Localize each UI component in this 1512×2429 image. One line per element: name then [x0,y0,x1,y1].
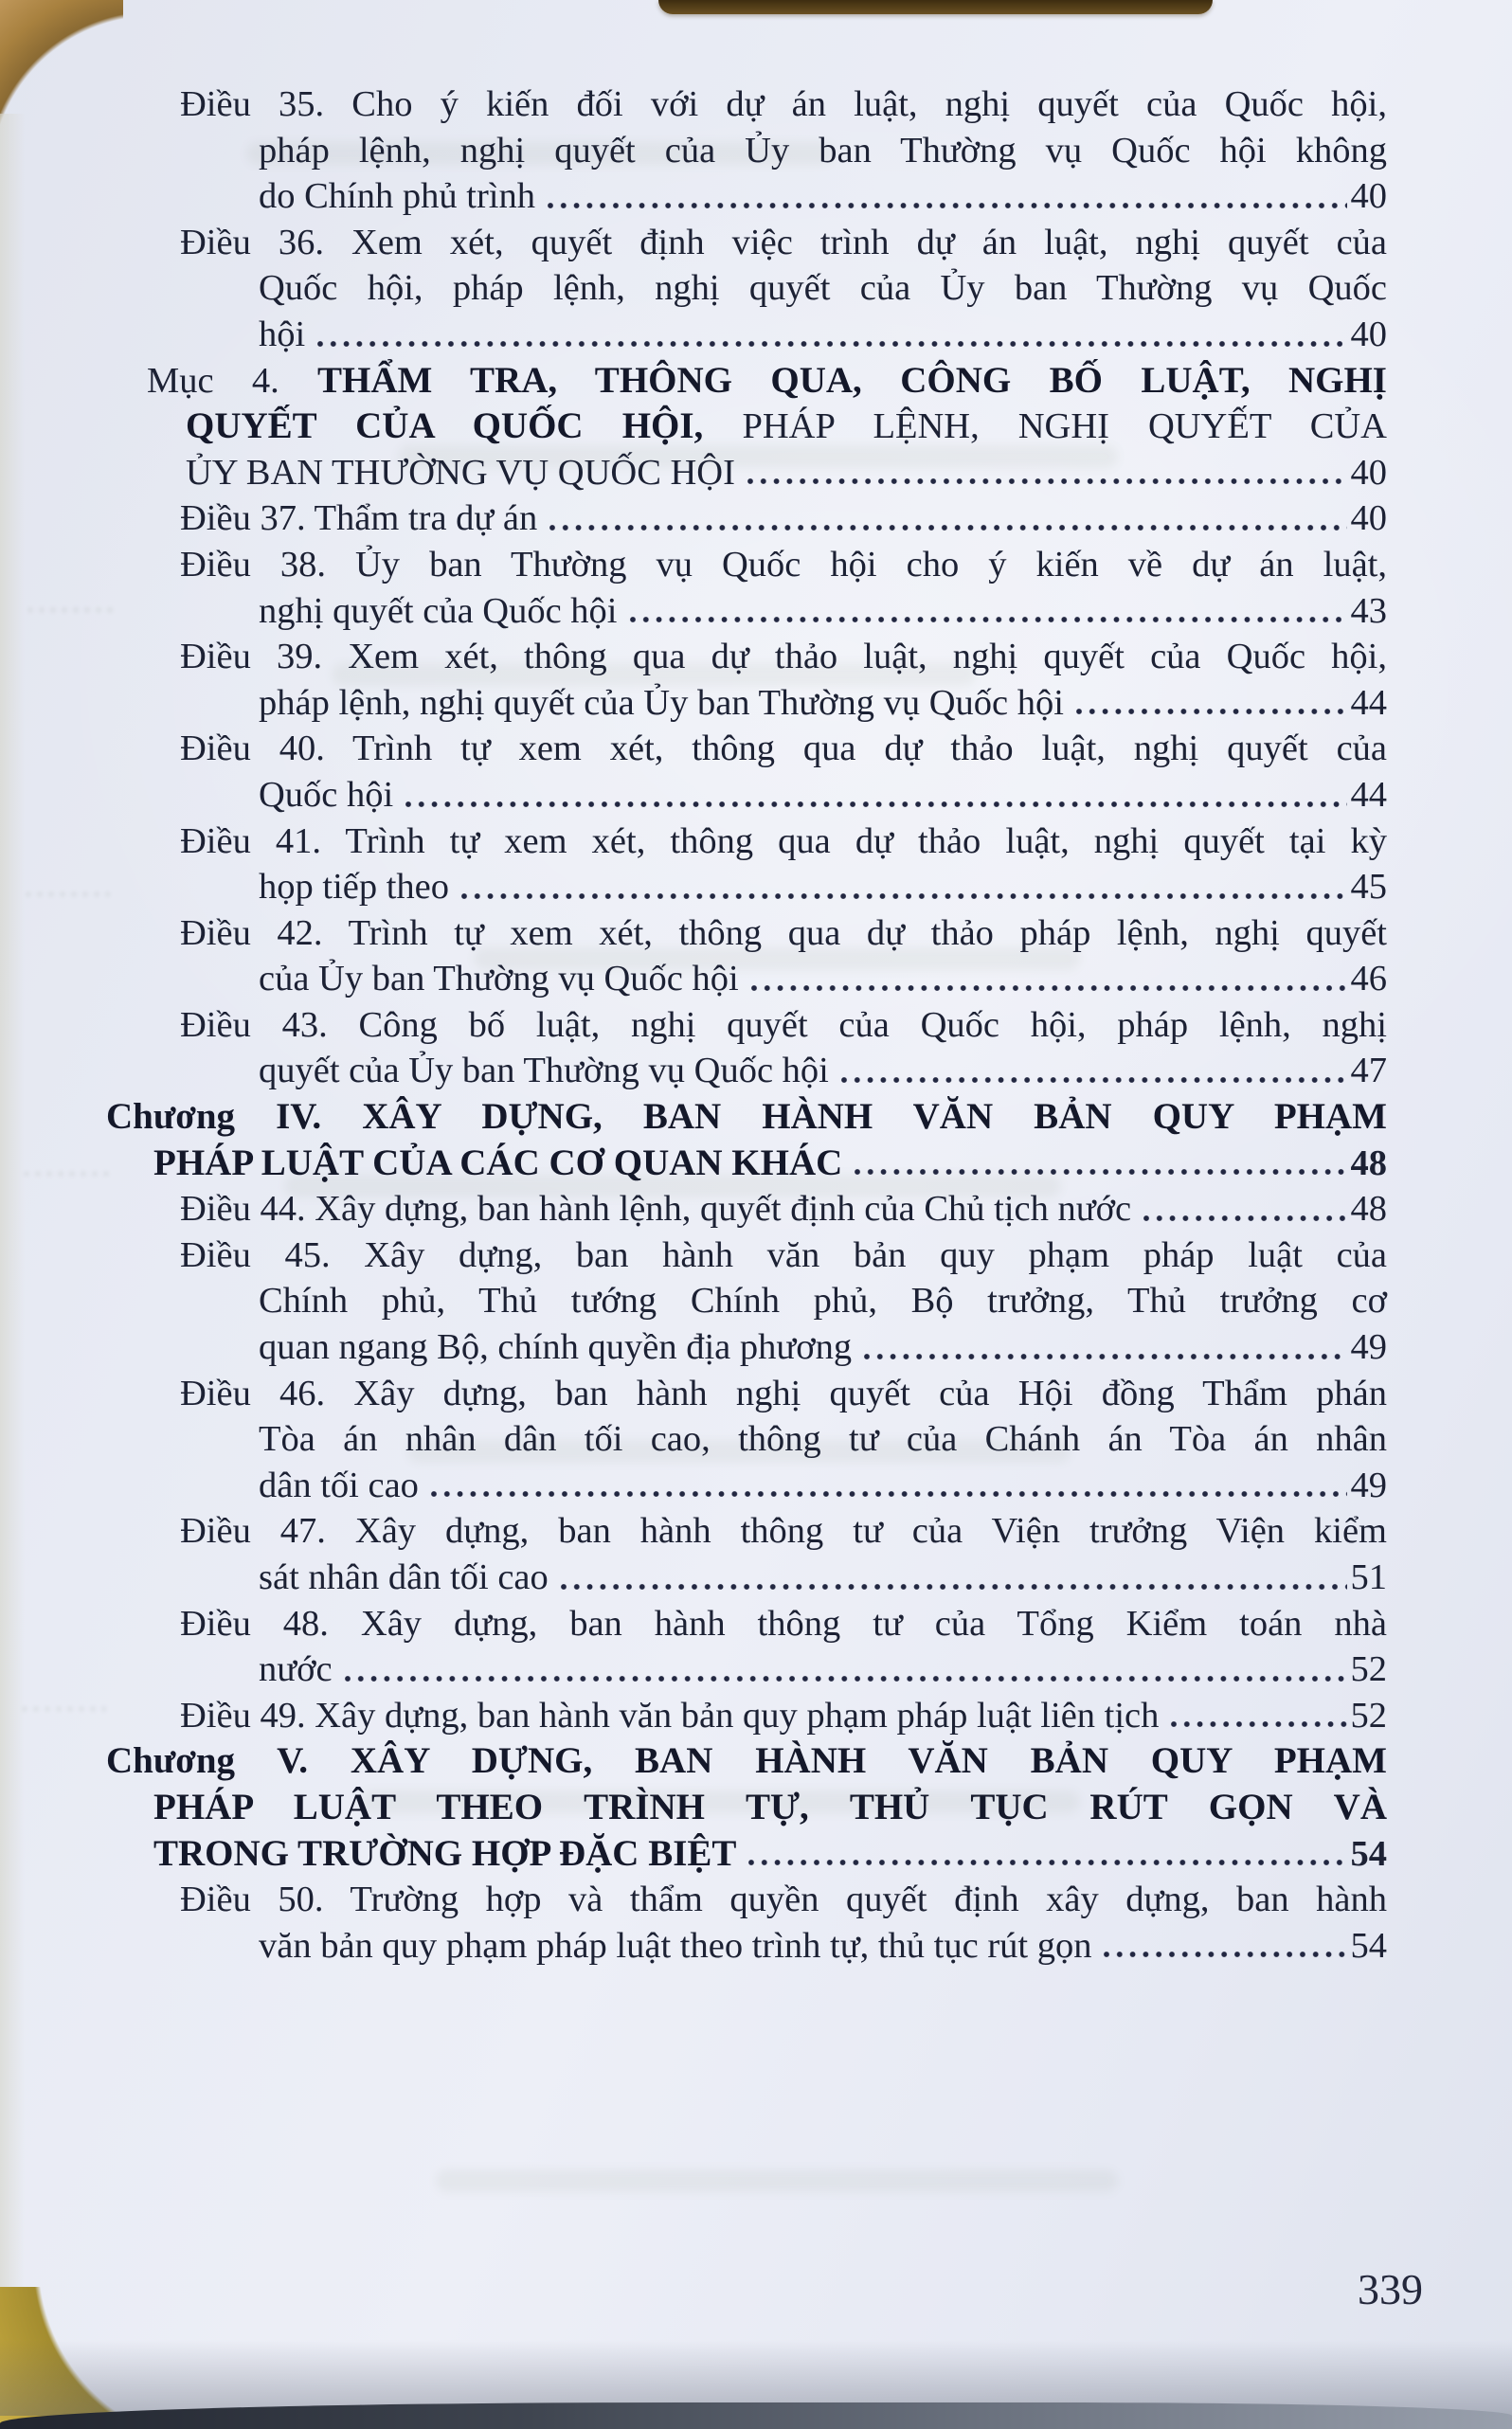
toc-line [106,265,1387,312]
toc-line [106,680,1387,727]
toc-line [106,819,1387,865]
toc-line-text: Điều 45. Xây dựng, ban hành văn bản quy phạm pháp luật của [180,1234,1387,1275]
toc-line-text: Điều 41. Trình tự xem xét, thông qua dự thảo luật, nghị quyết tại kỳ [180,820,1387,861]
toc-entry [106,1508,1387,1600]
toc-entry [106,220,1387,358]
toc-line-text: TRONG TRƯỜNG HỢP ĐẶC BIỆT [153,1832,737,1874]
dot-leader [854,1166,1346,1179]
toc-line-text: Điều 47. Xây dựng, ban hành thông tư của Viện trưởng Viện kiểm [180,1511,1387,1552]
toc-line-text: ỦY BAN THƯỜNG VỤ QUỐC HỘI [186,452,735,493]
toc-line [106,1048,1387,1094]
toc-line [106,1555,1387,1601]
toc-line [106,1002,1387,1049]
toc-line-text: quan ngang Bộ, chính quyền địa phương [259,1327,853,1368]
toc-line [106,588,1387,635]
toc-line [106,81,1387,128]
toc-line [106,1416,1387,1463]
toc-line [106,1463,1387,1509]
toc-line [106,1831,1387,1878]
toc-line-text: Điều 46. Xây dựng, ban hành nghị quyết của Hội đồng Thẩm phán [180,1373,1387,1413]
toc-line-text: do Chính phủ trình [259,176,535,217]
toc-line [106,1785,1387,1831]
toc-entry [106,1693,1387,1739]
toc-line [106,1278,1387,1324]
toc-entry [106,819,1387,910]
toc-line-text: Quốc hội, pháp lệnh, nghị quyết của Ủy ban Thường vụ Quốc [259,268,1387,309]
toc-entry [106,1371,1387,1509]
toc-line [106,1877,1387,1923]
toc-line [106,1601,1387,1647]
dot-leader [560,1581,1347,1593]
bleed-through-smudge [436,2169,1118,2192]
toc-line [106,772,1387,819]
toc-line [106,910,1387,957]
toc-line-text: Điều 49. Xây dựng, ban hành văn bản quy phạm pháp luật liên tịch [180,1695,1160,1736]
bleed-through-smudge [21,1705,106,1713]
bleed-through-smudge [23,1170,112,1178]
toc-line [106,1923,1387,1970]
table-of-contents [106,81,1387,1969]
toc-line [106,726,1387,772]
toc-page-number: 44 [1350,682,1387,723]
dot-leader [430,1488,1347,1501]
toc-line [106,450,1387,496]
toc-line [106,1324,1387,1371]
page-fore-edge [0,114,25,2293]
toc-line-text: văn bản quy phạm pháp luật theo trình tự, thủ tục rút gọn [259,1925,1092,1966]
toc-line [106,634,1387,680]
toc-line-text: họp tiếp theo [259,867,450,908]
toc-line-text: pháp lệnh, nghị quyết của Ủy ban Thường vụ Quốc hội [259,682,1064,723]
bleed-through-smudge [27,606,114,614]
toc-entry [106,1002,1387,1094]
toc-page-number: 40 [1350,176,1387,217]
toc-line-text: Chính phủ, Thủ tướng Chính phủ, Bộ trưởng, Thủ trưởng cơ [259,1281,1387,1322]
toc-entry [106,910,1387,1002]
toc-line-text: Tòa án nhân dân tối cao, thông tư của Chánh án Tòa án nhân [259,1419,1387,1460]
toc-page-number: 51 [1350,1557,1387,1597]
dot-leader [549,522,1346,534]
toc-page-number: 52 [1350,1649,1387,1690]
toc-page-number: 40 [1350,452,1387,493]
toc-entry [106,1601,1387,1693]
toc-page-number: 40 [1350,498,1387,539]
toc-line-text: Điều 36. Xem xét, quyết định việc trình dự án luật, nghị quyết của [180,222,1387,262]
toc-line-text: nước [259,1649,333,1690]
toc-line [106,128,1387,174]
toc-entry [106,634,1387,726]
page-number-footer: 339 [1358,2265,1423,2313]
toc-line-text: Quốc hội [259,774,394,815]
toc-entry [106,1738,1387,1877]
toc-line-text: Điều 48. Xây dựng, ban hành thông tư của Tổng Kiểm toán nhà [180,1603,1387,1644]
toc-line-text: quyết của Ủy ban Thường vụ Quốc hội [259,1051,829,1091]
dot-leader [629,614,1347,626]
toc-page-number: 44 [1350,774,1387,815]
toc-line-text: sát nhân dân tối cao [259,1557,549,1597]
toc-page-number: 49 [1350,1465,1387,1505]
toc-page-number: 49 [1350,1327,1387,1368]
toc-page-number: 46 [1350,959,1387,999]
toc-line [106,1141,1387,1187]
dot-leader [747,476,1347,488]
toc-line [106,495,1387,542]
toc-line [106,542,1387,588]
toc-line [106,358,1387,405]
toc-line-text: PHÁP LUẬT CỦA CÁC CƠ QUAN KHÁC [153,1142,843,1183]
bleed-through-smudge [25,891,110,898]
toc-entry [106,1877,1387,1969]
dot-leader [1075,706,1347,718]
toc-line-text: Điều 37. Thẩm tra dự án [180,498,538,539]
toc-line [106,1646,1387,1693]
dot-leader [750,982,1347,995]
toc-line [106,1693,1387,1739]
dot-leader [1170,1718,1346,1731]
toc-line-text: PHÁP LUẬT THEO TRÌNH TỰ, THỦ TỤC RÚT GỌN VÀ [153,1786,1387,1827]
dot-leader [1103,1949,1346,1961]
toc-page-number: 48 [1350,1189,1387,1230]
toc-line-text: Điều 40. Trình tự xem xét, thông qua dự thảo luật, nghị quyết của [180,729,1387,769]
toc-line-text: dân tối cao [259,1465,419,1505]
toc-page-number: 52 [1350,1695,1387,1736]
toc-page-number: 43 [1350,590,1387,631]
toc-line [106,956,1387,1002]
toc-line [106,1508,1387,1555]
toc-line-text: Điều 43. Công bố luật, nghị quyết của Quốc hội, pháp lệnh, nghị [180,1004,1387,1045]
toc-entry [106,81,1387,220]
toc-line [106,173,1387,220]
toc-line-text: Chương IV. XÂY DỰNG, BAN HÀNH VĂN BẢN QUY PHẠM [106,1096,1387,1138]
page-top-edge-shadow [658,0,1213,14]
dot-leader [344,1673,1347,1685]
toc-page-number: 40 [1350,314,1387,354]
toc-line-text: pháp lệnh, nghị quyết của Ủy ban Thường vụ Quốc hội không [259,130,1387,171]
toc-line [106,1094,1387,1141]
toc-page-number: 45 [1350,867,1387,908]
toc-page-number: 54 [1350,1925,1387,1966]
toc-page-number: 48 [1350,1143,1387,1183]
toc-line-text: Điều 39. Xem xét, thông qua dự thảo luật, nghị quyết của Quốc hội, [180,637,1387,677]
toc-line [106,220,1387,266]
toc-line-text: Điều 44. Xây dựng, ban hành lệnh, quyết định của Chủ tịch nước [180,1189,1132,1230]
dot-leader [863,1351,1346,1363]
dot-leader [460,891,1346,903]
toc-entry [106,1232,1387,1371]
toc-entry [106,726,1387,818]
toc-line-text: hội [259,314,306,354]
toc-line [106,1738,1387,1785]
toc-page-number: 54 [1350,1833,1387,1874]
toc-line-text: Điều 38. Ủy ban Thường vụ Quốc hội cho ý kiến về dự án luật, [180,544,1387,585]
dot-leader [405,799,1346,811]
toc-line-text: QUYẾT CỦA QUỐC HỘI, PHÁP LỆNH, NGHỊ QUYẾT CỦA [186,405,1387,447]
toc-line [106,312,1387,358]
toc-line [106,1232,1387,1279]
toc-line-text: Điều 42. Trình tự xem xét, thông qua dự thảo pháp lệnh, nghị quyết [180,912,1387,953]
toc-line [106,1371,1387,1417]
toc-page-number: 47 [1350,1051,1387,1091]
dot-leader [547,200,1347,212]
toc-line [106,404,1387,450]
toc-entry [106,495,1387,542]
toc-line-text: Điều 50. Trường hợp và thẩm quyền quyết định xây dựng, ban hành [180,1880,1387,1920]
dot-leader [316,338,1346,351]
toc-entry [106,1186,1387,1232]
toc-line-text: Mục 4. THẨM TRA, THÔNG QUA, CÔNG BỐ LUẬT, NGHỊ [147,359,1387,401]
dot-leader [747,1857,1346,1869]
toc-line [106,864,1387,910]
toc-line-text: nghị quyết của Quốc hội [259,590,618,631]
toc-entry [106,542,1387,634]
toc-entry [106,1094,1387,1186]
toc-entry [106,358,1387,496]
toc-line [106,1186,1387,1232]
dot-leader [1143,1213,1346,1225]
toc-line-text: của Ủy ban Thường vụ Quốc hội [259,959,739,999]
toc-line-text: Chương V. XÂY DỰNG, BAN HÀNH VĂN BẢN QUY PHẠM [106,1740,1387,1782]
toc-line-text: Điều 35. Cho ý kiến đối với dự án luật, nghị quyết của Quốc hội, [180,84,1387,124]
dot-leader [840,1074,1347,1087]
